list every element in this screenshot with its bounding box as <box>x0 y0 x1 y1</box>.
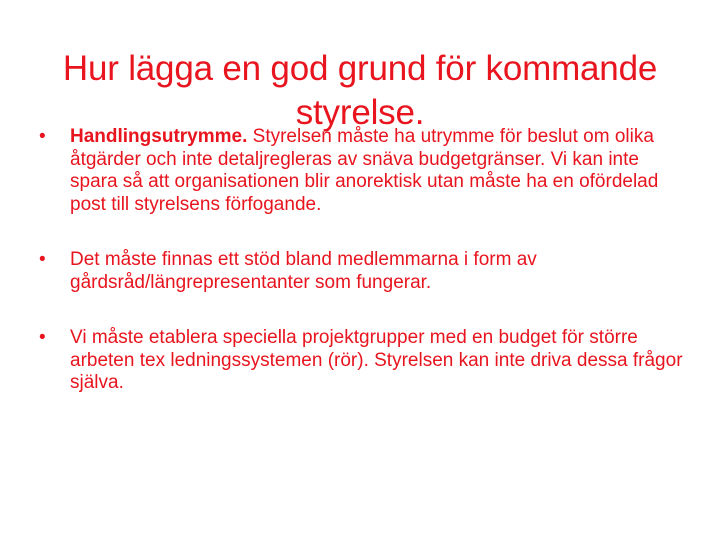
bullet-point-icon: • <box>39 249 46 270</box>
bullet-text: Vi måste etablera speciella projektgrupper med en budget för större arbeten tex ledningssystemen (rör). Styrelsen kan inte driva dessa frågor själva. <box>70 327 683 393</box>
slide-title: Hur lägga en god grund för kommande styrelse. <box>62 49 658 133</box>
bullet-point-icon: • <box>39 126 46 147</box>
bullet-point-icon: • <box>39 327 46 348</box>
bullet-text: Det måste finnas ett stöd bland medlemmarna i form av gårdsråd/längrepresentanter som fungerar. <box>70 249 537 293</box>
bullet-lead-text: Handlingsutrymme. <box>70 126 248 147</box>
bullet-list <box>36 126 686 395</box>
bullet-item <box>36 327 686 395</box>
bullet-item <box>36 126 686 216</box>
bullet-item <box>36 249 686 294</box>
bullet-text: Styrelsen måste ha utrymme för beslut om olika åtgärder och inte detaljregleras av snäva budgetgränser. Vi kan inte spara så att organisationen blir anorektisk utan måste ha en ofördelad post till styrelsens förfogande. <box>70 126 659 215</box>
